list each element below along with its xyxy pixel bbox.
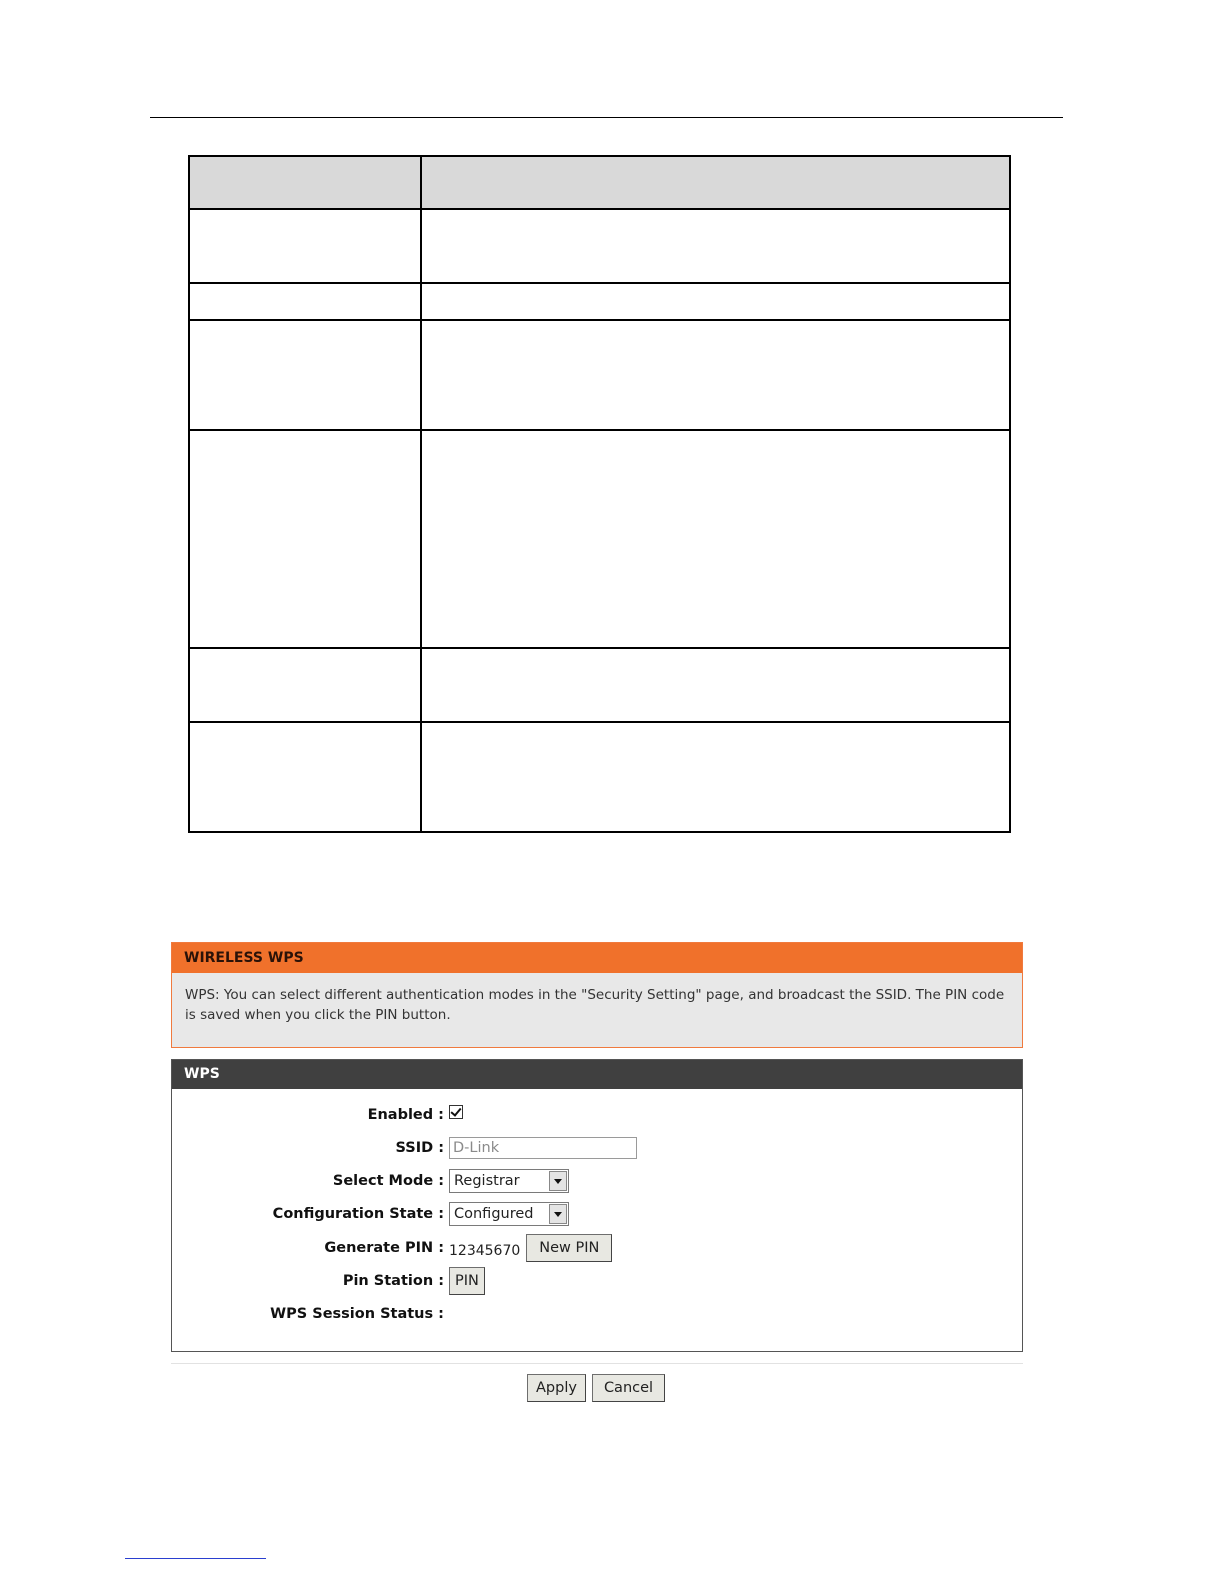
table-cell (189, 722, 421, 832)
chevron-down-icon[interactable] (549, 1171, 567, 1191)
session-status-label: WPS Session Status : (270, 1306, 444, 1322)
config-state-label: Configuration State : (272, 1206, 444, 1222)
footer-link-underline[interactable] (125, 1558, 266, 1559)
generate-pin-row (172, 1233, 1022, 1263)
section-title: WPS (172, 1060, 1022, 1089)
enabled-row (172, 1100, 1022, 1130)
wps-section (171, 1059, 1023, 1352)
enabled-checkbox[interactable] (449, 1105, 463, 1119)
info-text: WPS: You can select different authentication modes in the "Security Setting" page, and broadcast the SSID. The PIN code is saved when you click the PIN button. (185, 987, 1005, 1023)
table-cell (421, 209, 1010, 283)
table-row (189, 430, 1010, 648)
info-title: WIRELESS WPS (172, 943, 1022, 973)
new-pin-button[interactable]: New PIN (526, 1234, 612, 1262)
form-actions (527, 1374, 665, 1402)
session-status-row (172, 1299, 1022, 1329)
table-cell (189, 648, 421, 722)
mode-select[interactable] (449, 1169, 569, 1193)
table-cell (189, 430, 421, 648)
mode-row (172, 1166, 1022, 1196)
info-box (171, 942, 1023, 1048)
config-state-select[interactable] (449, 1202, 569, 1226)
pin-button[interactable]: PIN (449, 1267, 485, 1295)
header-rule (150, 117, 1063, 118)
table-cell (421, 283, 1010, 320)
generate-pin-value: 12345670 (449, 1243, 521, 1259)
table-row (189, 648, 1010, 722)
divider (171, 1363, 1023, 1364)
ssid-row (172, 1133, 1022, 1163)
pin-station-label: Pin Station : (342, 1273, 444, 1289)
config-state-row (172, 1199, 1022, 1229)
table-row (189, 320, 1010, 430)
table-header-cell (189, 156, 421, 209)
table-header-cell (421, 156, 1010, 209)
parameter-table (188, 155, 1011, 833)
chevron-down-icon[interactable] (549, 1204, 567, 1224)
mode-label: Select Mode : (332, 1173, 444, 1189)
table-cell (189, 283, 421, 320)
table-row (189, 283, 1010, 320)
table-cell (421, 430, 1010, 648)
pin-station-row (172, 1266, 1022, 1296)
table-cell (421, 722, 1010, 832)
cancel-button[interactable]: Cancel (592, 1374, 665, 1402)
apply-button[interactable]: Apply (527, 1374, 586, 1402)
generate-pin-label: Generate PIN : (324, 1240, 444, 1256)
enabled-label: Enabled : (367, 1107, 444, 1123)
table-cell (421, 648, 1010, 722)
table-row (189, 209, 1010, 283)
wps-screenshot (171, 942, 1023, 1396)
table-cell (421, 320, 1010, 430)
mode-select-value: Registrar (454, 1173, 520, 1189)
table-row (189, 722, 1010, 832)
table-header-row (189, 156, 1010, 209)
ssid-input[interactable] (449, 1137, 637, 1159)
config-state-select-value: Configured (454, 1206, 534, 1222)
table-cell (189, 320, 421, 430)
ssid-label: SSID : (395, 1140, 444, 1156)
table-cell (189, 209, 421, 283)
